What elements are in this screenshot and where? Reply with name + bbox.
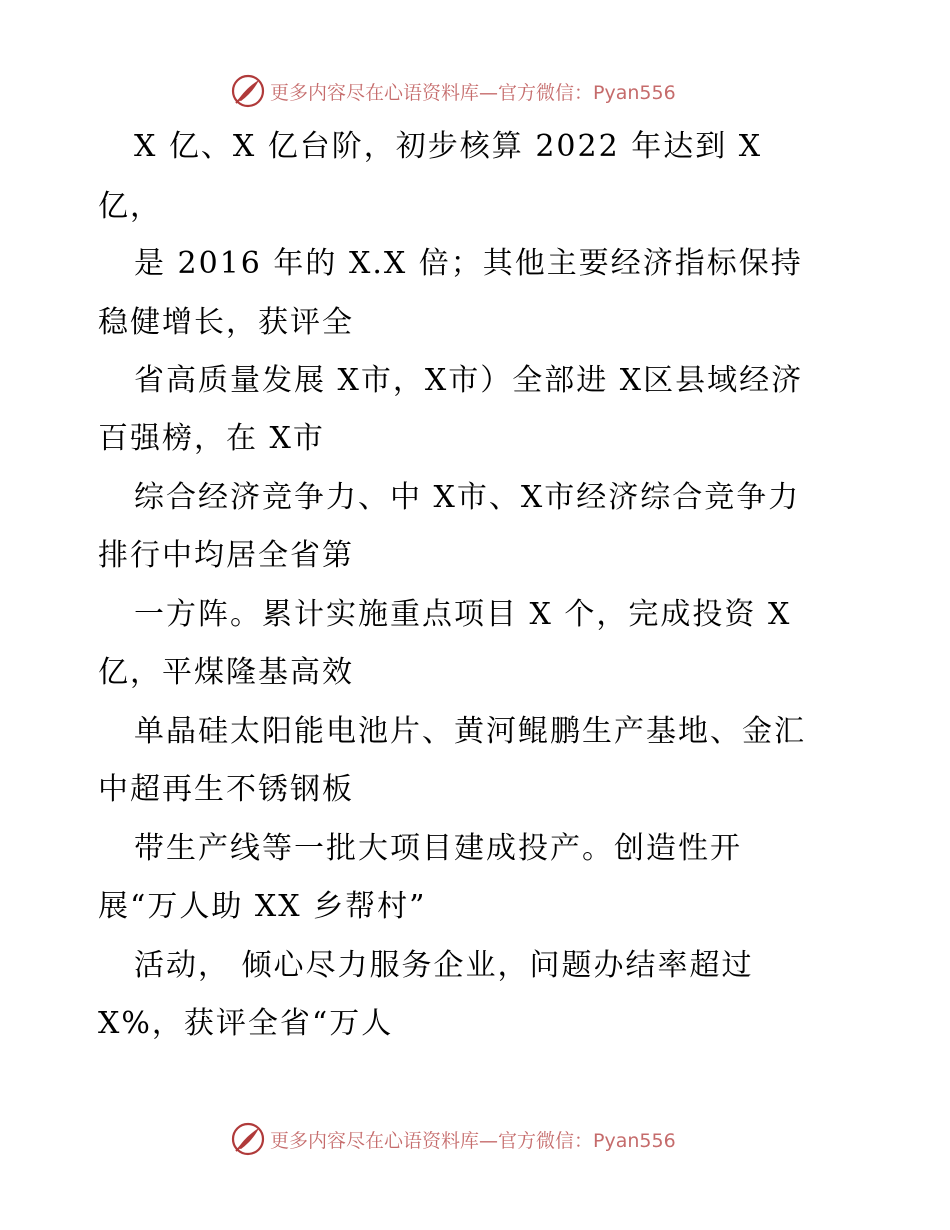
text-line: 单晶硅太阳能电池片、黄河鲲鹏生产基地、金汇	[134, 714, 806, 749]
text-line: 百强榜，在 X市	[98, 421, 325, 456]
text-line: 省高质量发展 X市，X市）全部进 X区县域经济	[134, 363, 804, 398]
text-line: 展“万人助 XX 乡帮村”	[98, 889, 427, 924]
text-line: 是 2016 年的 X.X 倍；其他主要经济指标保持	[134, 246, 803, 281]
text-line: 亿，平煤隆基高效	[98, 655, 354, 690]
quill-pen-logo-icon	[230, 1121, 266, 1157]
header-watermark-text: 更多内容尽在心语资料库—官方微信：Pyan556	[270, 81, 676, 104]
text-line: 稳健增长，获评全	[98, 305, 354, 340]
text-line: 综合经济竞争力、中 X市、X市经济综合竞争力	[134, 480, 801, 515]
text-line: 中超再生不锈钢板	[98, 772, 354, 807]
text-line: 活动， 倾心尽力服务企业，问题办结率超过	[134, 948, 754, 983]
footer-watermark-text: 更多内容尽在心语资料库—官方微信：Pyan556	[270, 1129, 676, 1152]
footer-watermark	[230, 1119, 676, 1159]
text-line: 亿，	[98, 189, 162, 224]
text-line: X%，获评全省“万人	[98, 1006, 394, 1041]
text-line: 一方阵。累计实施重点项目 X 个，完成投资 X	[134, 597, 792, 632]
text-line: 排行中均居全省第	[98, 538, 354, 573]
text-line: 带生产线等一批大项目建成投产。创造性开	[134, 831, 742, 866]
text-line: X 亿、X 亿台阶，初步核算 2022 年达到 X	[134, 129, 763, 164]
